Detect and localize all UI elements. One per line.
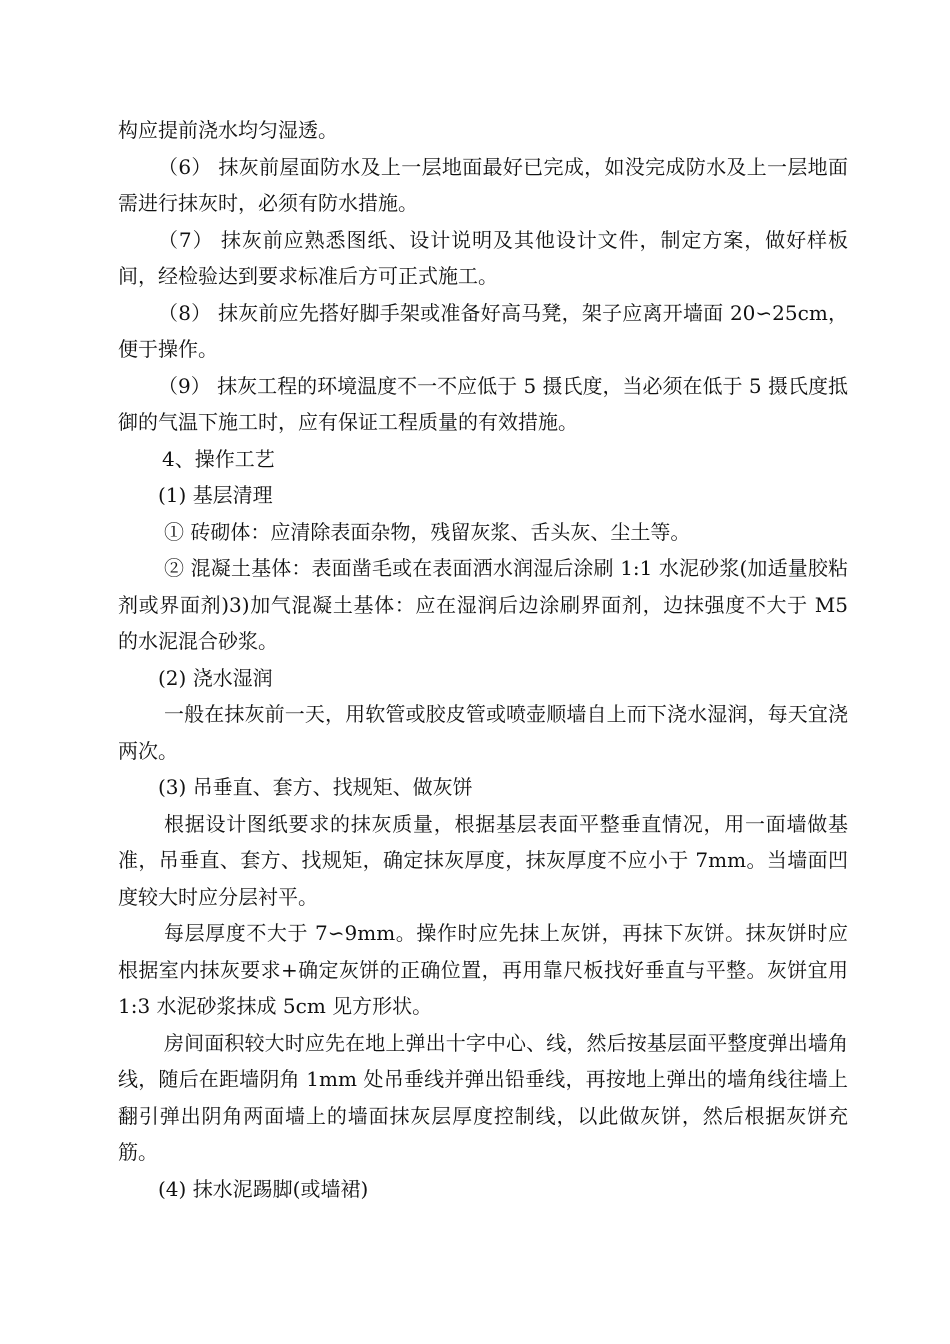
paragraph-ash-cake: 每层厚度不大于 7∽9mm。操作时应先抹上灰饼，再抹下灰饼。抹灰饼时应根据室内抹灰要求+确定灰饼的正确位置，再用靠尺板找好垂直与平整。灰饼宜用 1:3 水泥砂浆抹成 5cm 见方形状。 <box>118 921 848 1018</box>
subheading-watering: (2) 浇水湿润 <box>158 665 273 690</box>
paragraph-item-8: （8） 抹灰前应先搭好脚手架或准备好高马凳，架子应离开墙面 20∽25cm，便于操作。 <box>118 300 848 361</box>
paragraph-item-9: （9） 抹灰工程的环境温度不一不应低于 5 摄氏度，当必须在低于 5 摄氏度抵御的气温下施工时，应有保证工程质量的有效措施。 <box>118 373 848 434</box>
subheading-cement-skirting: (4) 抹水泥踢脚(或墙裙) <box>158 1176 369 1201</box>
section-heading-operation-process: 4、操作工艺 <box>162 446 275 471</box>
paragraph-concrete-base: ② 混凝土基体：表面凿毛或在表面洒水润湿后涂刷 1:1 水泥砂浆(加适量胶粘剂或界面剂)3)加气混凝土基体：应在湿润后边涂刷界面剂，边抹强度不大于 M5 的水泥混合砂浆。 <box>118 556 848 653</box>
paragraph-large-room: 房间面积较大时应先在地上弹出十字中心、线，然后按基层面平整度弹出墙角线，随后在距墙阴角 1mm 处吊垂线并弹出铅垂线，再按地上弹出的墙角线往墙上翻引弹出阴角两面墙上的墙面抹灰层厚度控制线，以此做灰饼，然后根据灰饼充筋。 <box>118 1030 848 1164</box>
paragraph-item-7: （7） 抹灰前应熟悉图纸、设计说明及其他设计文件，制定方案，做好样板间，经检验达到要求标准后方可正式施工。 <box>118 227 848 288</box>
subheading-base-cleaning: (1) 基层清理 <box>158 483 273 507</box>
paragraph-brick-masonry: ① 砖砌体：应清除表面杂物，残留灰浆、舌头灰、尘土等。 <box>164 519 691 544</box>
document-body <box>118 112 848 1207</box>
subheading-plumb-square: (3) 吊垂直、套方、找规矩、做灰饼 <box>158 775 473 799</box>
paragraph-item-6: （6） 抹灰前屋面防水及上一层地面最好已完成，如没完成防水及上一层地面需进行抹灰时，必须有防水措施。 <box>118 154 848 215</box>
paragraph-continuation: 构应提前浇水均匀湿透。 <box>118 118 338 142</box>
paragraph-watering: 一般在抹灰前一天，用软管或胶皮管或喷壶顺墙自上而下浇水湿润，每天宜浇两次。 <box>118 702 848 763</box>
paragraph-plaster-thickness: 根据设计图纸要求的抹灰质量，根据基层表面平整垂直情况，用一面墙做基准，吊垂直、套方、找规矩，确定抹灰厚度，抹灰厚度不应小于 7mm。当墙面凹度较大时应分层衬平。 <box>118 811 848 909</box>
